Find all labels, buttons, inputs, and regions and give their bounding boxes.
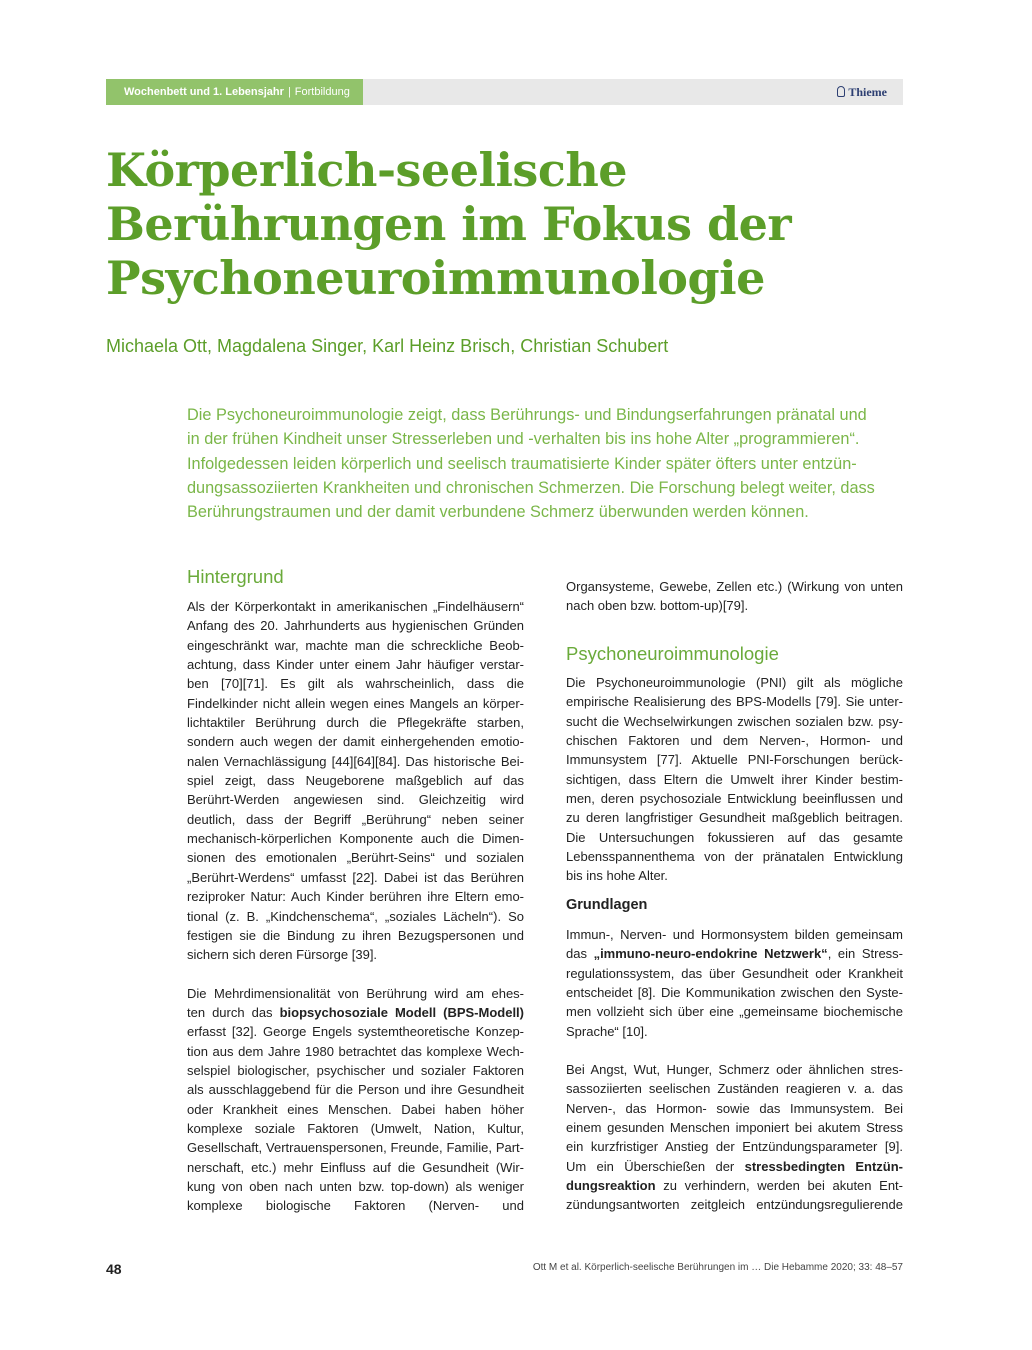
- section-separator: |: [287, 86, 291, 98]
- text-line: zu deren langfristiger Gesundheit maßgeblich beitragen.: [566, 810, 903, 826]
- footer-citation: Ott M et al. Körperlich-seelische Berührungen im … Die Hebamme 2020; 33: 48–57: [532, 1262, 903, 1273]
- text-line: Immunsystem [77]. Aktuelle PNI-Forschungen berück-: [566, 752, 903, 768]
- section-category: Fortbildung: [294, 86, 350, 98]
- text-line: sassoziierten seelischen Zuständen reagieren v. a. das: [566, 1081, 903, 1097]
- text-line: Findelkinder nicht allein wegen eines Mangels an körper-: [187, 695, 524, 711]
- text-line: deutlich, dass der Begriff „Berührung“ neben seiner: [187, 811, 524, 827]
- text-line: „Berührt-Werdens“ umfasst [22]. Dabei ist das Berühren: [187, 869, 524, 885]
- text-line: [566, 1176, 903, 1195]
- subheading-grundlagen: Grundlagen: [566, 897, 648, 913]
- column-left: [187, 597, 524, 1216]
- bold-term: biopsychosoziale Modell (BPS-Modell): [279, 1004, 524, 1020]
- inline-text: , ein Stress-: [827, 946, 904, 962]
- text-line: zündungsantworten zeitgleich entzündungsregulierende: [566, 1197, 903, 1213]
- abstract-line: in der frühen Kindheit unser Stresserleben und -verhalten bis ins hohe Alter „programmieren“.: [187, 430, 860, 449]
- column-right-grundlagen: [566, 925, 903, 1215]
- page-number: 48: [106, 1261, 122, 1277]
- text-line: ben [70][71]. Es gilt als wahrscheinlich, dass die: [187, 676, 524, 692]
- abstract-line: Die Psychoneuroimmunologie zeigt, dass Berührungs- und Bindungserfahrungen pränatal und: [187, 406, 867, 424]
- text-line: nalen Vernachlässigung [44][64][84]. Das historische Bei-: [187, 753, 524, 769]
- text-line: erfasst [32]. George Engels systemtheoretische Konzep-: [187, 1024, 524, 1040]
- heading-hintergrund: Hintergrund: [187, 566, 284, 587]
- text-line: Organsysteme, Gewebe, Zellen etc.) (Wirkung von unten: [566, 579, 903, 594]
- text-line: Nerven-, das Hormon- sowie das Immunsystem. Bei: [566, 1100, 903, 1116]
- text-line: nerschaft, etc.) mehr Einfluss auf die Gesundheit (Wir-: [187, 1159, 524, 1175]
- text-line: bis ins hohe Alter.: [566, 868, 668, 884]
- text-line: [566, 944, 903, 963]
- text-line: achtung, dass Kinder unter einem Jahr häufiger verstar-: [187, 657, 524, 673]
- text-line: sionen des emotionalen „Berührt-Seins“ und sozialen: [187, 850, 524, 866]
- text-line: [566, 1157, 903, 1176]
- text-line: selspiel biologischer, psychischer und sozialer Faktoren: [187, 1062, 524, 1078]
- text-line: sichern sich deren Fürsorge [39].: [187, 947, 378, 963]
- text-line: tional (z. B. „Kindchenschema“, „soziales Lächeln“). So: [187, 908, 524, 924]
- section-name: Wochenbett und 1. Lebensjahr: [124, 86, 284, 98]
- inline-text: ten durch das: [187, 1004, 280, 1020]
- heading-psychoneuroimmunologie: Psychoneuroimmunologie: [566, 643, 779, 664]
- text-line: reziproker Natur: Auch Kinder berühren ihre Eltern emo-: [187, 889, 524, 905]
- text-line: Immun-, Nerven- und Hormonsystem bilden gemeinsam: [566, 927, 903, 942]
- text-line: [187, 1003, 524, 1022]
- thieme-mark-icon: [837, 86, 845, 97]
- header-bar: [106, 79, 903, 105]
- title-line: Psychoneuroimmunologie: [106, 251, 765, 305]
- text-line: spiel zeigt, dass Neugeborene maßgeblich auf das: [187, 773, 524, 789]
- text-line: festigen sie die Bindung zu ihren Bezugspersonen und: [187, 927, 524, 943]
- text-line: Als der Körperkontakt in amerikanischen „Findelhäusern“: [187, 599, 524, 614]
- column-right-top: [566, 577, 903, 616]
- text-line: ein kurzfristiger Anstieg der Entzündungsparameter [9].: [566, 1139, 903, 1155]
- author-list: Michaela Ott, Magdalena Singer, Karl Heinz Brisch, Christian Schubert: [106, 336, 669, 356]
- text-line: eingeschränkt war, machte man die schreckliche Beob-: [187, 637, 524, 653]
- text-line: Die Mehrdimensionalität von Berührung wird am ehes-: [187, 985, 524, 1001]
- paragraph-gap: [187, 965, 524, 984]
- text-line: oder Krankheit eines Menschen. Dabei haben höher: [187, 1101, 524, 1117]
- text-line: mechanisch-körperlichen Komponente auch die Dimen-: [187, 831, 524, 847]
- text-line: Lebensspannenthema von der pränatalen Entwicklung: [566, 849, 903, 865]
- text-line: men vollzieht sich über eine „gemeinsame biochemische: [566, 1004, 903, 1020]
- text-line: men, deren psychosoziale Entwicklung beeinflussen und: [566, 791, 903, 807]
- text-line: kung von oben nach unten bzw. top-down) als weniger: [187, 1178, 524, 1194]
- text-line: Anfang des 20. Jahrhunderts aus hygienischen Gründen: [187, 618, 524, 634]
- text-line: Die Untersuchungen fokussieren auf das gesamte: [566, 829, 903, 845]
- text-line: nach oben bzw. bottom-up)[79].: [566, 598, 749, 614]
- article-title: [106, 143, 906, 305]
- bold-term: dungsreaktion: [566, 1178, 656, 1194]
- text-line: Gesellschaft, Vertrauenspersonen, Freunde, Familie, Part-: [187, 1140, 524, 1156]
- inline-text: Um ein Überschießen der: [566, 1158, 745, 1174]
- text-line: empirische Realisierung des BPS-Modells [79]. Sie unter-: [566, 694, 903, 710]
- column-right-pni: [566, 673, 903, 886]
- title-line: Berührungen im Fokus der: [106, 197, 792, 251]
- text-line: sondern auch wegen der damit einhergehenden emotio-: [187, 734, 524, 750]
- text-line: regulationssystem, das über Gesundheit oder Krankheit: [566, 965, 903, 981]
- bold-term: „immuno-neuro-endokrine Netzwerk“: [593, 946, 828, 962]
- text-line: komplexe soziale Faktoren (Umwelt, Nation, Kultur,: [187, 1120, 524, 1136]
- inline-text: zu verhindern, werden bei akuten Ent-: [655, 1178, 903, 1194]
- text-line: tion aus dem Jahre 1980 betrachtet das komplexe Wech-: [187, 1043, 524, 1059]
- publisher-logo: [837, 79, 887, 105]
- text-line: Sprache“ [10].: [566, 1023, 648, 1039]
- text-line: komplexe biologische Faktoren (Nerven- und: [187, 1198, 524, 1214]
- text-line: Die Psychoneuroimmunologie (PNI) gilt als mögliche: [566, 675, 903, 690]
- text-line: Berührt-Werden angewiesen sind. Gleichzeitig wird: [187, 792, 524, 808]
- text-line: chischen Faktoren und dem Nerven-, Hormon- und: [566, 733, 903, 749]
- text-line: als ausschlaggebend für die Person und ihre Gesundheit: [187, 1082, 524, 1098]
- inline-text: das: [566, 946, 594, 962]
- title-line: Körperlich-seelische: [106, 143, 628, 197]
- section-tag: [106, 79, 363, 105]
- abstract-line: Berührungstraumen und der damit verbundene Schmerz überwunden werden können.: [187, 503, 809, 522]
- paragraph-gap: [566, 1041, 903, 1060]
- bold-term: stressbedingten Entzün-: [744, 1158, 903, 1174]
- abstract-line: Infolgedessen leiden körperlich und seelisch traumatisierte Kinder später öfters unter entzün-: [187, 454, 857, 473]
- text-line: sucht die Wechselwirkungen zwischen sozialen bzw. psy-: [566, 713, 903, 729]
- text-line: entscheidet [8]. Die Kommunikation zwischen den Syste-: [566, 985, 903, 1001]
- text-line: Bei Angst, Wut, Hunger, Schmerz oder ähnlichen stres-: [566, 1062, 903, 1078]
- text-line: einem gesunden Menschen imponiert bei akutem Stress: [566, 1120, 903, 1136]
- abstract: [187, 403, 907, 524]
- text-line: lichtaktiler Berührung durch die Pflegekräfte starben,: [187, 715, 524, 731]
- abstract-line: dungsassoziierten Krankheiten und chronischen Schmerzen. Die Forschung belegt weiter, dass: [187, 478, 875, 497]
- publisher-name: Thieme: [848, 85, 887, 99]
- text-line: sichtigen, dass Eltern die Umwelt ihrer Kinder bestim-: [566, 771, 903, 787]
